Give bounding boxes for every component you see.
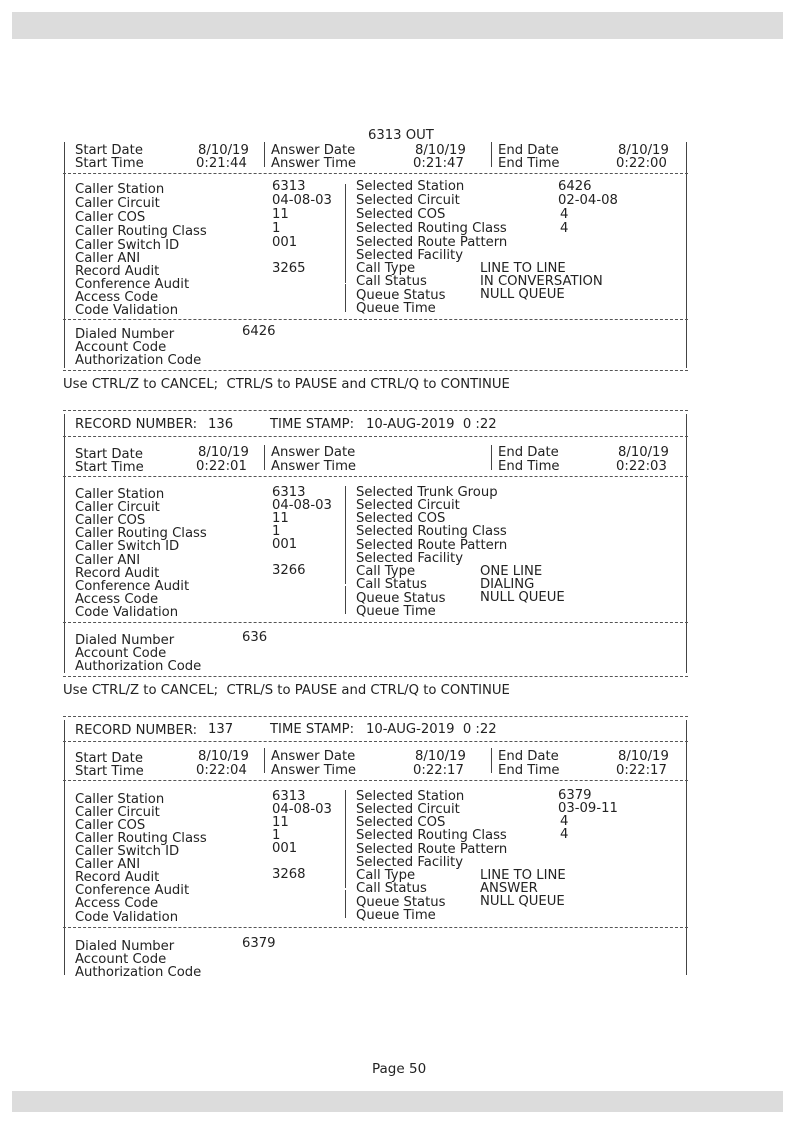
end-time-value: 0:22:03: [616, 459, 667, 474]
caller-station-value: 6313: [272, 789, 306, 804]
code-validation-label: Code Validation: [75, 605, 179, 620]
end-date-value: 8/10/19: [618, 749, 669, 764]
selected-cos-value: 4: [560, 814, 569, 829]
time-stamp-value: 10-AUG-2019 0 :22: [366, 417, 497, 432]
end-time-label: End Time: [498, 763, 560, 778]
selected-cos-label: Selected COS: [356, 207, 446, 222]
left-border: [64, 414, 65, 673]
selected-routing-class-label: Selected Routing Class: [356, 221, 507, 236]
call-status-value: IN CONVERSATION: [480, 274, 603, 289]
dialed-number-value: 6426: [242, 324, 276, 339]
answer-time-value: 0:21:47: [413, 156, 464, 171]
selected-circuit-label: Selected Circuit: [356, 498, 460, 513]
end-time-label: End Time: [498, 156, 560, 171]
call-status-label: Call Status: [356, 881, 427, 896]
caller-switch-id-value: 001: [272, 235, 298, 250]
call-status-value: ANSWER: [480, 881, 538, 896]
record-audit-value: 3268: [272, 867, 306, 882]
column-divider: [264, 748, 265, 773]
column-divider: [491, 445, 492, 470]
caller-circuit-value: 04-08-03: [272, 802, 332, 817]
caller-routing-class-value: 1: [272, 828, 281, 843]
right-border: [686, 414, 687, 673]
caller-cos-value: 11: [272, 815, 289, 830]
caller-switch-id-label: Caller Switch ID: [75, 844, 180, 859]
column-divider: [345, 486, 346, 584]
end-date-label: End Date: [498, 749, 559, 764]
selected-circuit-label: Selected Circuit: [356, 193, 460, 208]
selected-station-value: 6379: [558, 788, 592, 803]
dialed-number-label: Dialed Number: [75, 633, 175, 648]
start-date-label: Start Date: [75, 447, 143, 462]
authorization-code-label: Authorization Code: [75, 965, 202, 980]
right-border: [686, 142, 687, 368]
selected-route-pattern-label: Selected Route Pattern: [356, 842, 508, 857]
account-code-label: Account Code: [75, 340, 167, 355]
dialed-number-value: 636: [242, 630, 268, 645]
queue-status-value: NULL QUEUE: [480, 894, 565, 909]
record-number-value: 136: [208, 417, 234, 432]
queue-status-label: Queue Status: [356, 591, 446, 606]
queue-status-label: Queue Status: [356, 895, 446, 910]
queue-status-label: Queue Status: [356, 288, 446, 303]
caller-routing-class-value: 1: [272, 221, 281, 236]
caller-ani-label: Caller ANI: [75, 251, 141, 266]
divider: [63, 370, 688, 371]
caller-cos-label: Caller COS: [75, 818, 146, 833]
divider: [63, 410, 688, 411]
caller-cos-value: 11: [272, 511, 289, 526]
access-code-label: Access Code: [75, 592, 159, 607]
column-divider: [264, 445, 265, 470]
selected-cos-label: Selected COS: [356, 511, 446, 526]
answer-time-label: Answer Time: [271, 459, 357, 474]
end-date-label: End Date: [498, 143, 559, 158]
call-type-value: LINE TO LINE: [480, 261, 566, 276]
access-code-label: Access Code: [75, 896, 159, 911]
record-number-value: 137: [208, 722, 234, 737]
caller-switch-id-value: 001: [272, 841, 298, 856]
record-audit-label: Record Audit: [75, 566, 160, 581]
record-audit-label: Record Audit: [75, 870, 160, 885]
answer-date-label: Answer Date: [271, 749, 356, 764]
answer-date-value: 8/10/19: [415, 749, 466, 764]
caller-ani-label: Caller ANI: [75, 553, 141, 568]
selected-circuit-value: 03-09-11: [558, 801, 618, 816]
left-border: [64, 142, 65, 368]
scan-bottom-band: [12, 1091, 783, 1112]
column-divider: [345, 284, 346, 312]
selected-routing-class-value: 4: [560, 221, 569, 236]
selected-circuit-label: Selected Circuit: [356, 802, 460, 817]
selected-cos-label: Selected COS: [356, 815, 446, 830]
time-stamp-label: TIME STAMP:: [270, 722, 355, 737]
queue-time-label: Queue Time: [356, 908, 436, 923]
account-code-label: Account Code: [75, 952, 167, 967]
caller-switch-id-label: Caller Switch ID: [75, 539, 180, 554]
cancel-instruction: Use CTRL/Z to CANCEL; CTRL/S to PAUSE and CTRL/Q to CONTINUE: [63, 683, 510, 698]
answer-time-value: 0:22:17: [413, 763, 464, 778]
column-divider: [345, 184, 346, 283]
answer-time-label: Answer Time: [271, 763, 357, 778]
caller-circuit-label: Caller Circuit: [75, 805, 160, 820]
column-divider: [345, 890, 346, 918]
divider: [63, 319, 688, 320]
call-status-label: Call Status: [356, 274, 427, 289]
start-date-label: Start Date: [75, 143, 143, 158]
caller-cos-label: Caller COS: [75, 513, 146, 528]
selected-circuit-value: 02-04-08: [558, 193, 618, 208]
start-date-value: 8/10/19: [198, 143, 249, 158]
selected-station-value: 6426: [558, 179, 592, 194]
dialed-number-value: 6379: [242, 936, 276, 951]
dialed-number-label: Dialed Number: [75, 939, 175, 954]
caller-station-label: Caller Station: [75, 487, 165, 502]
selected-facility-label: Selected Facility: [356, 855, 464, 870]
selected-trunk-group-label: Selected Trunk Group: [356, 485, 498, 500]
queue-status-value: NULL QUEUE: [480, 287, 565, 302]
call-type-label: Call Type: [356, 868, 416, 883]
end-date-label: End Date: [498, 445, 559, 460]
start-time-value: 0:21:44: [196, 156, 247, 171]
record-audit-label: Record Audit: [75, 264, 160, 279]
selected-cos-value: 4: [560, 207, 569, 222]
divider: [63, 676, 688, 677]
caller-circuit-label: Caller Circuit: [75, 196, 160, 211]
page-number: Page 50: [372, 1061, 427, 1077]
caller-switch-id-label: Caller Switch ID: [75, 238, 180, 253]
start-time-value: 0:22:04: [196, 763, 247, 778]
selected-station-label: Selected Station: [356, 789, 465, 804]
account-code-label: Account Code: [75, 646, 167, 661]
caller-routing-class-label: Caller Routing Class: [75, 224, 207, 239]
end-date-value: 8/10/19: [618, 143, 669, 158]
record-number-label: RECORD NUMBER:: [75, 417, 198, 432]
call-type-value: LINE TO LINE: [480, 868, 566, 883]
column-divider: [345, 790, 346, 888]
record-number-label: RECORD NUMBER:: [75, 723, 198, 738]
time-stamp-value: 10-AUG-2019 0 :22: [366, 722, 497, 737]
call-type-label: Call Type: [356, 261, 416, 276]
selected-facility-label: Selected Facility: [356, 248, 464, 263]
start-date-value: 8/10/19: [198, 749, 249, 764]
authorization-code-label: Authorization Code: [75, 353, 202, 368]
queue-time-label: Queue Time: [356, 301, 436, 316]
answer-time-label: Answer Time: [271, 156, 357, 171]
call-type-label: Call Type: [356, 564, 416, 579]
scan-top-band: [12, 12, 783, 39]
caller-circuit-label: Caller Circuit: [75, 500, 160, 515]
conference-audit-label: Conference Audit: [75, 579, 190, 594]
divider: [63, 173, 688, 174]
divider: [63, 716, 688, 717]
caller-cos-label: Caller COS: [75, 210, 146, 225]
code-validation-label: Code Validation: [75, 303, 179, 318]
start-time-label: Start Time: [75, 460, 144, 475]
conference-audit-label: Conference Audit: [75, 883, 190, 898]
divider: [63, 476, 688, 477]
time-stamp-label: TIME STAMP:: [270, 417, 355, 432]
column-divider: [491, 142, 492, 167]
caller-routing-class-value: 1: [272, 524, 281, 539]
conference-audit-label: Conference Audit: [75, 277, 190, 292]
call-status-label: Call Status: [356, 577, 427, 592]
code-validation-label: Code Validation: [75, 910, 179, 925]
cancel-instruction: Use CTRL/Z to CANCEL; CTRL/S to PAUSE and CTRL/Q to CONTINUE: [63, 377, 510, 392]
divider: [63, 927, 688, 928]
start-date-label: Start Date: [75, 751, 143, 766]
start-time-label: Start Time: [75, 764, 144, 779]
call-type-value: ONE LINE: [480, 564, 543, 579]
left-border: [64, 720, 65, 975]
caller-circuit-value: 04-08-03: [272, 193, 332, 208]
selected-routing-class-value: 4: [560, 827, 569, 842]
authorization-code-label: Authorization Code: [75, 659, 202, 674]
column-divider: [264, 142, 265, 167]
caller-routing-class-label: Caller Routing Class: [75, 526, 207, 541]
answer-date-value: 8/10/19: [415, 143, 466, 158]
end-time-value: 0:22:17: [616, 763, 667, 778]
caller-circuit-value: 04-08-03: [272, 498, 332, 513]
selected-route-pattern-label: Selected Route Pattern: [356, 538, 508, 553]
caller-station-value: 6313: [272, 485, 306, 500]
divider: [63, 780, 688, 781]
record-audit-value: 3266: [272, 563, 306, 578]
caller-station-label: Caller Station: [75, 182, 165, 197]
answer-date-label: Answer Date: [271, 143, 356, 158]
caller-cos-value: 11: [272, 207, 289, 222]
end-time-label: End Time: [498, 459, 560, 474]
selected-station-label: Selected Station: [356, 179, 465, 194]
selected-route-pattern-label: Selected Route Pattern: [356, 235, 508, 250]
right-border: [686, 720, 687, 975]
start-date-value: 8/10/19: [198, 445, 249, 460]
answer-date-label: Answer Date: [271, 445, 356, 460]
selected-routing-class-label: Selected Routing Class: [356, 524, 507, 539]
record-audit-value: 3265: [272, 261, 306, 276]
queue-status-value: NULL QUEUE: [480, 590, 565, 605]
start-time-value: 0:22:01: [196, 459, 247, 474]
column-divider: [491, 748, 492, 773]
selected-facility-label: Selected Facility: [356, 551, 464, 566]
record-header-title: 6313 OUT: [368, 128, 434, 143]
divider: [63, 741, 688, 742]
end-time-value: 0:22:00: [616, 156, 667, 171]
queue-time-label: Queue Time: [356, 604, 436, 619]
start-time-label: Start Time: [75, 156, 144, 171]
selected-routing-class-label: Selected Routing Class: [356, 828, 507, 843]
caller-routing-class-label: Caller Routing Class: [75, 831, 207, 846]
caller-ani-label: Caller ANI: [75, 857, 141, 872]
caller-station-value: 6313: [272, 179, 306, 194]
caller-switch-id-value: 001: [272, 537, 298, 552]
end-date-value: 8/10/19: [618, 445, 669, 460]
divider: [63, 436, 688, 437]
column-divider: [345, 586, 346, 614]
divider: [63, 622, 688, 623]
caller-station-label: Caller Station: [75, 792, 165, 807]
access-code-label: Access Code: [75, 290, 159, 305]
call-status-value: DIALING: [480, 577, 535, 592]
dialed-number-label: Dialed Number: [75, 327, 175, 342]
